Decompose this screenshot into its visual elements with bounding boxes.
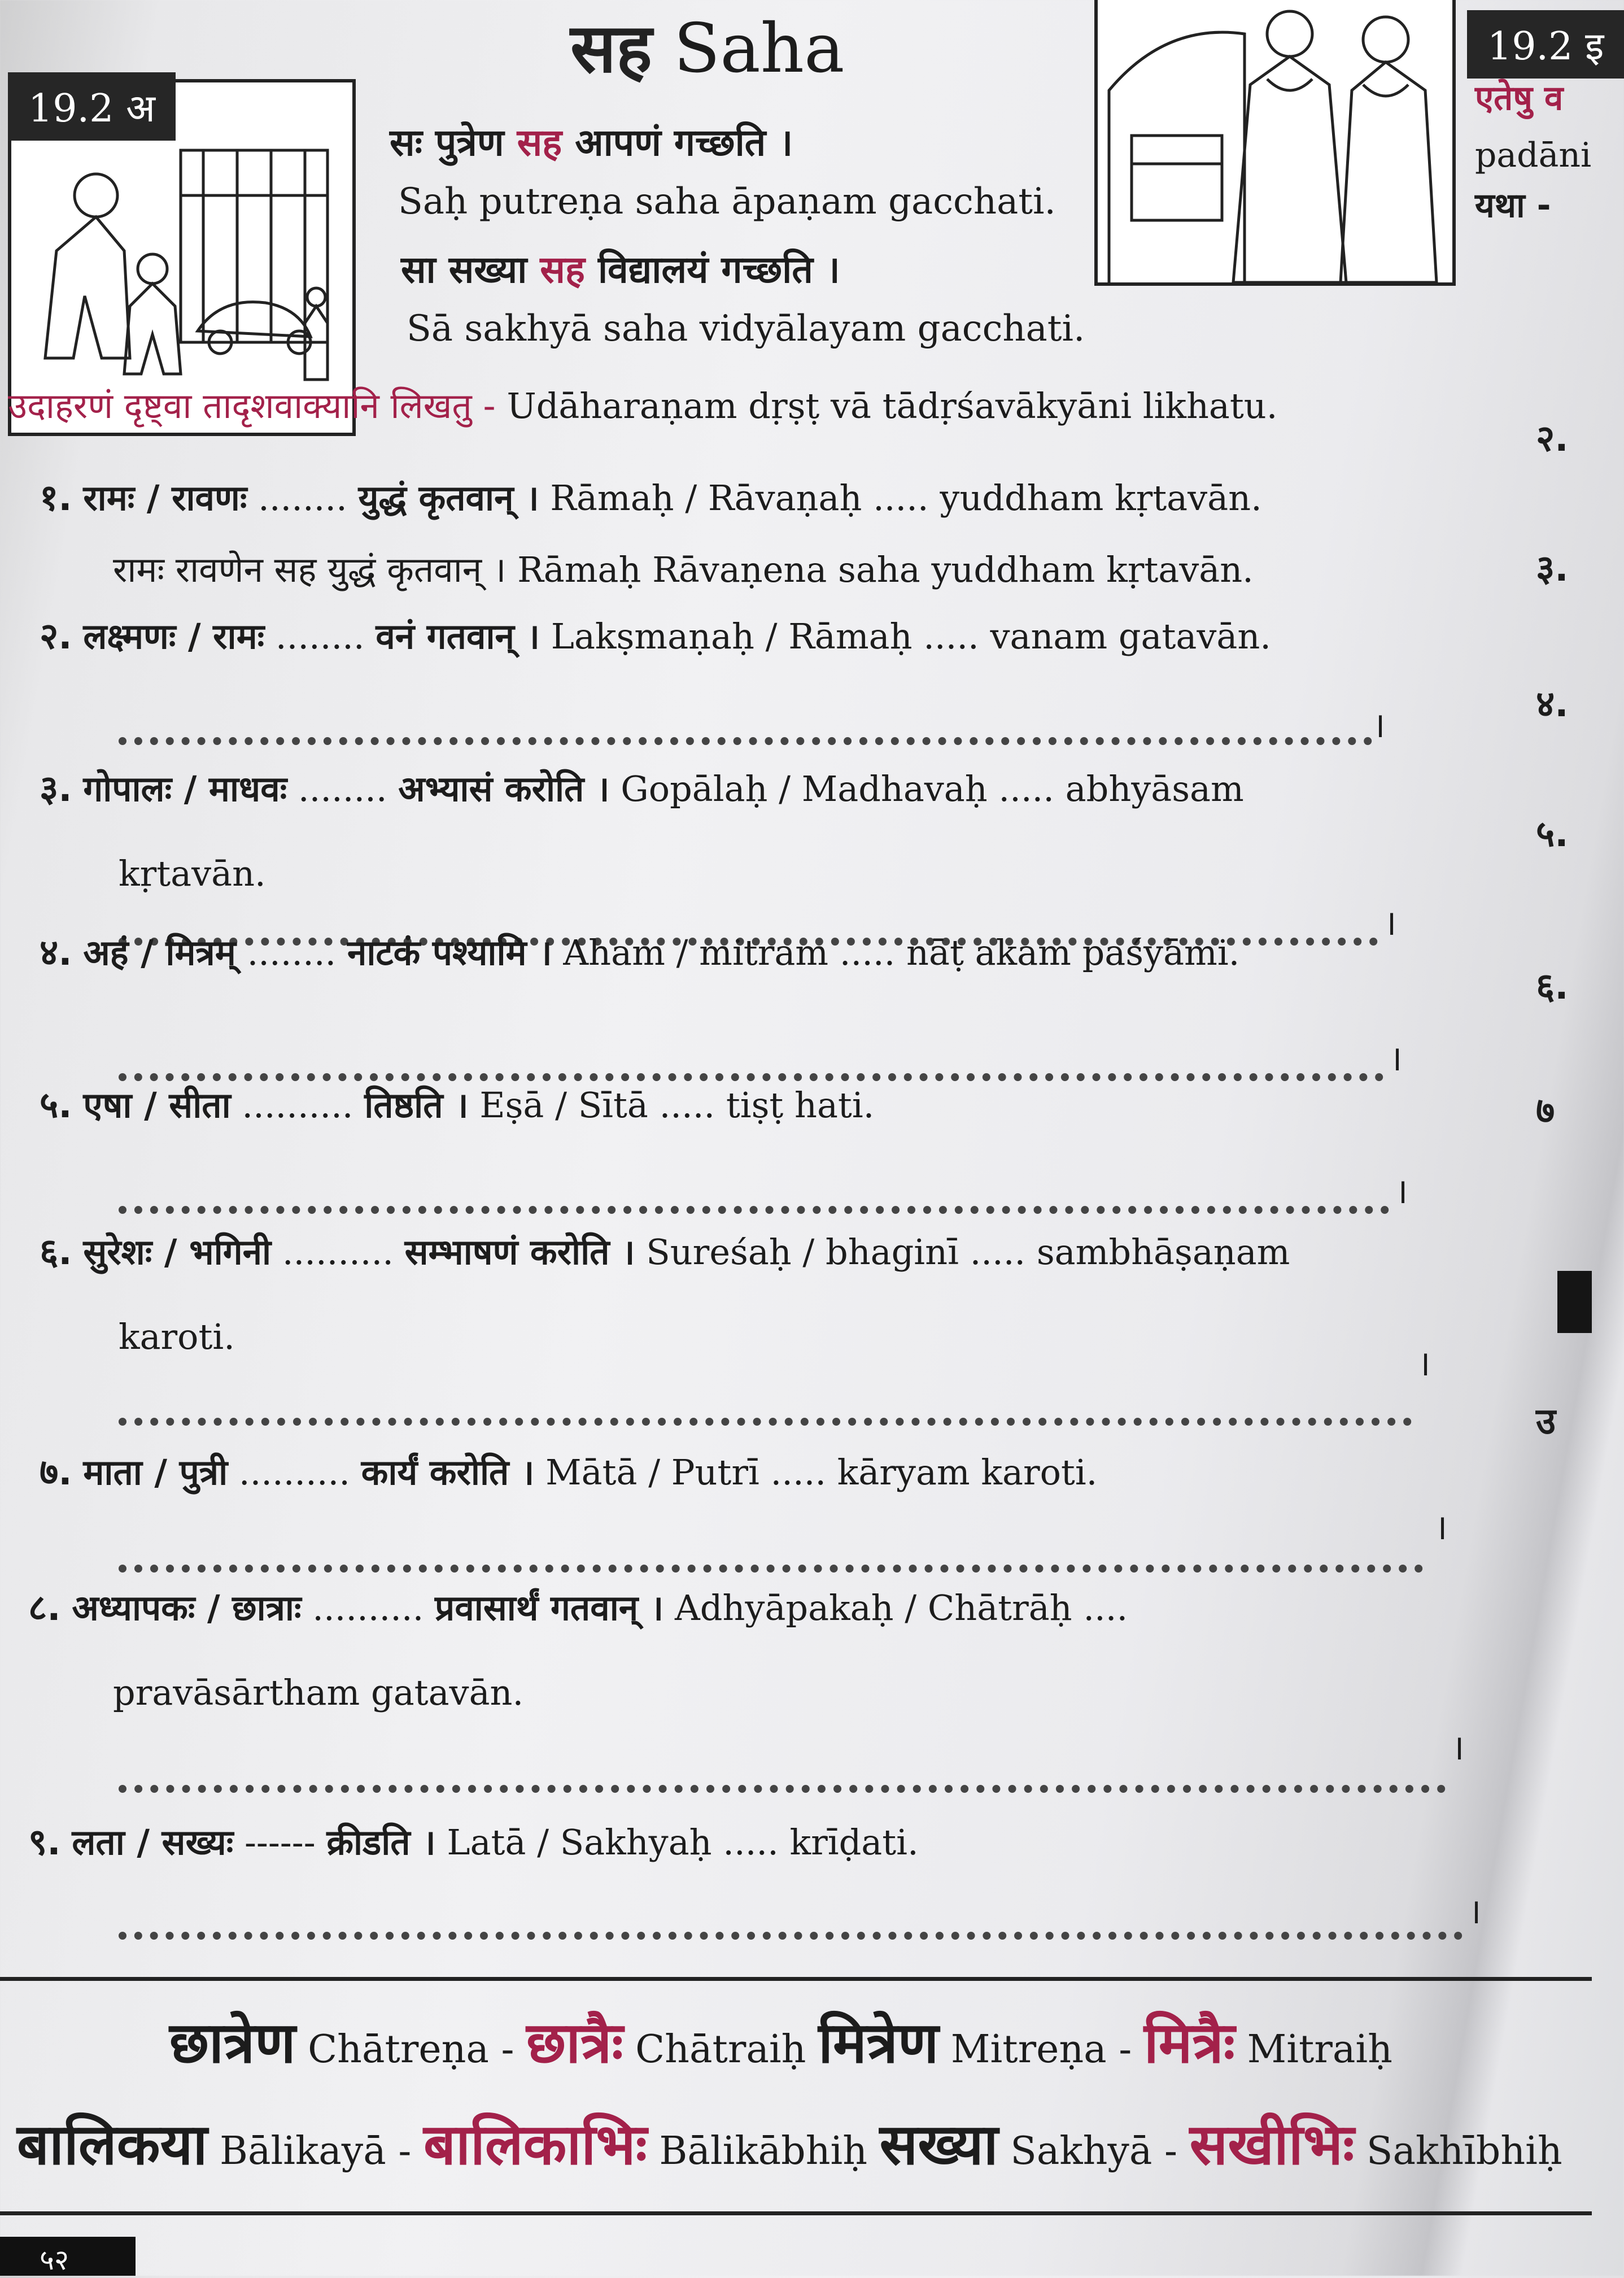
right-column-title: एतेषु व [1475,79,1564,118]
answer-end-mark: । [1434,1506,1448,1548]
answer-end-mark: । [1395,1170,1408,1212]
right-number: ६. [1536,966,1569,1008]
exercise-continuation: pravāsārtham gatavān. [113,1672,524,1713]
instruction-devanagari: उदाहरणं दृष्ट्वा तादृशवाक्यानि लिखतु - [8,385,496,426]
exercise-continuation: karoti. [119,1316,235,1357]
section-badge-right: 19.2 इ [1467,10,1624,79]
girls-walking-drawing [1098,0,1452,282]
exercise-item: ७. माता / पुत्री .......... कार्यं करोति । Mātā / Putrī ..... kāryam karoti. [40,1452,1098,1493]
vocab-row-1: छात्रेण Chātreṇa - छात्रैः Chātraiḥ मित्रेण Mitreṇa - मित्रैः Mitraiḥ [169,2010,1392,2076]
page-number: ५२ [40,2244,69,2276]
right-number: ४. [1536,683,1569,725]
answer-end-mark: । [1372,704,1386,746]
page-title [570,0,845,92]
vocab-word: सखीभिः [1189,2111,1355,2177]
answer-line[interactable] [119,1565,1423,1573]
vocab-row-2: बालिकया Bālikayā - बालिकाभिः Bālikābhiḥ सख्या Sakhyā - सखीभिः Sakhībhiḥ [17,2111,1562,2177]
sentence-1-devanagari: सः पुत्रेण सह आपणं गच्छति । [390,120,793,164]
sentence-1-roman: Saḥ putreṇa saha āpaṇam gacchati. [398,181,1056,223]
exercise-item: ५. एषा / सीता .......... तिष्ठति । Eṣā / Sītā ..... tiṣṭ hati. [40,1084,875,1126]
vocab-word: छात्रेण [169,2010,296,2076]
answer-end-mark: । [1383,902,1397,943]
exercise-item: ६. सुरेशः / भगिनी .......... सम्भाषणं करोति । Sureśaḥ / bhaginī ..... sambhāṣaṇam [40,1231,1290,1273]
edge-mark [1557,1271,1592,1333]
answer-line[interactable] [119,1785,1446,1793]
right-number: ७ [1536,1090,1555,1132]
right-number: २. [1536,418,1569,460]
section-badge-left: 19.2 अ [8,72,176,141]
vocab-word: मित्रेण [818,2010,939,2076]
saha-highlight: सह [540,247,585,291]
answer-end-mark: । [1451,1727,1465,1768]
sentence-2-devanagari: सा सख्या सह विद्यालयं गच्छति । [401,247,840,291]
exercise-item: ४. अहं / मित्रम् ........ नाटकं पश्यामि । Aham / mitram ..... nāṭ akam paśyāmi. [40,932,1240,974]
answer-line[interactable] [119,1206,1389,1214]
answer-end-mark: । [1468,1891,1482,1932]
title-devanagari: सह [570,10,652,88]
answer-line[interactable] [119,1418,1412,1426]
vocab-word: सख्या [879,2111,998,2177]
instruction-roman: Udāharaṇam dṛṣṭ vā tādṛśavākyāni likhatu. [507,385,1278,426]
vocab-word: बालिकया [17,2111,208,2177]
right-number: ३. [1536,548,1569,590]
illustration-girls-walking [1094,0,1456,286]
right-column-subtitle: padāni [1475,136,1592,175]
exercise-item: १. रामः / रावणः ........ युद्धं कृतवान् । Rāmaḥ / Rāvaṇaḥ ..... yuddham kṛtavān. [40,477,1262,519]
answer-line[interactable] [119,1932,1463,1940]
answer-end-mark: । [1417,1343,1431,1384]
exercise-item: ३. गोपालः / माधवः ........ अभ्यासं करोति । Gopālaḥ / Madhavaḥ ..... abhyāsam [40,768,1244,810]
exercise-item: ९. लता / सख्यः ------ क्रीडति । Latā / Sakhyaḥ ..... krīḍati. [28,1822,919,1863]
answer-end-mark: । [1389,1038,1403,1079]
exercise-continuation: kṛtavān. [119,853,266,894]
exercise-item: २. लक्ष्मणः / रामः ........ वनं गतवान् । Lakṣmaṇaḥ / Rāmaḥ ..... vanam gatavān. [40,616,1272,657]
vocab-word: मित्रैः [1143,2010,1236,2076]
title-roman: Saha [674,10,845,88]
example-answer: रामः रावणेन सह युद्धं कृतवान् । Rāmaḥ Rāvaṇena saha yuddham kṛtavān. [113,549,1254,590]
saha-highlight: सह [517,120,562,164]
vocab-word: बालिकाभिः [423,2111,647,2177]
box-bottom-border [0,2211,1592,2215]
sentence-2-roman: Sā sakhyā saha vidyālayam gacchati. [407,308,1085,350]
right-column-yatha: यथा - [1475,186,1551,225]
instruction [8,381,1277,429]
right-number: ५. [1536,813,1569,855]
answer-line[interactable] [119,737,1372,745]
vocab-word: छात्रैः [526,2010,623,2076]
exercise-item: ८. अध्यापकः / छात्राः .......... प्रवासार्थं गतवान् । Adhyāpakaḥ / Chātrāḥ .... [28,1587,1128,1629]
box-top-border [0,1977,1592,1981]
right-number: उ [1536,1401,1556,1443]
